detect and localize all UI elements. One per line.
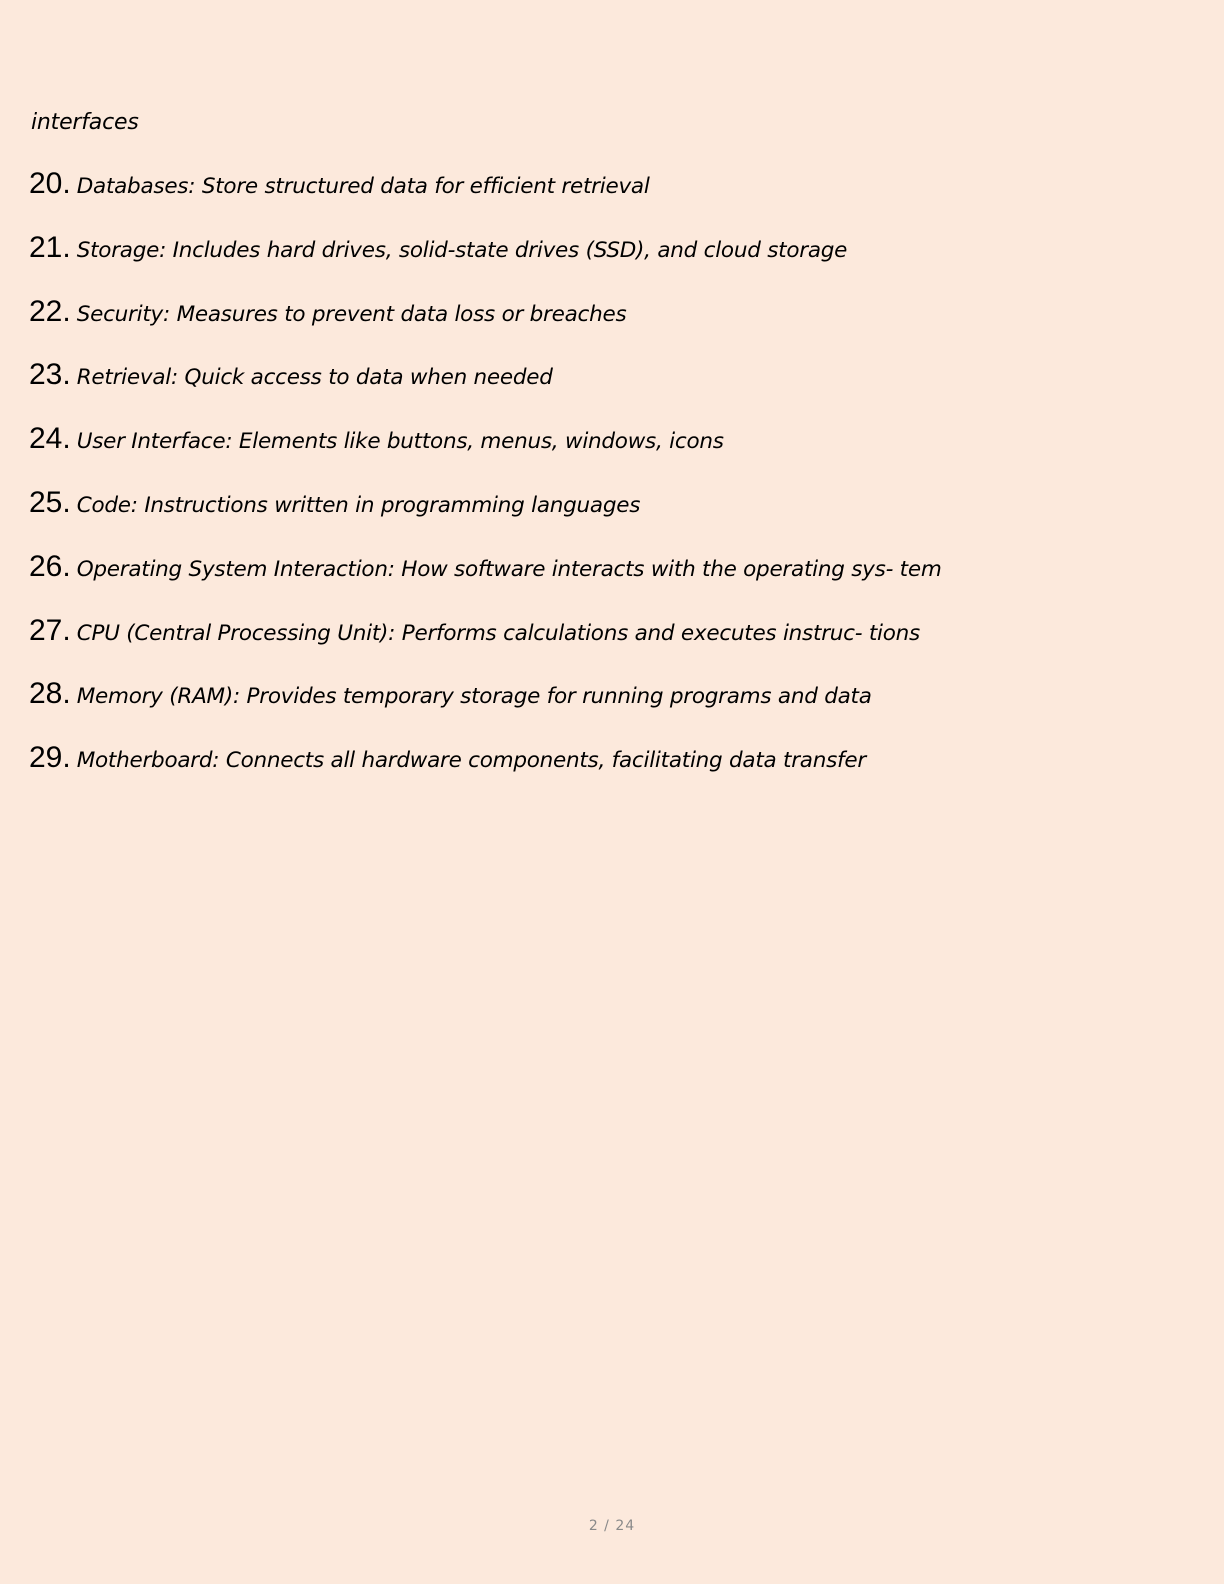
list-item-number: 20. [29,167,71,200]
list-item [29,166,942,230]
list-item [29,357,942,421]
list-item-text: Storage: Includes hard drives, solid-state drives (SSD), and cloud storage [76,237,848,263]
list-item-text: Code: Instructions written in programming languages [76,492,641,518]
list-item [29,549,942,613]
list-item [29,740,942,804]
continuation-text: interfaces [31,110,139,135]
list-item-number: 28. [29,677,71,711]
numbered-list [29,166,942,804]
list-item-text: CPU (Central Processing Unit): Performs calculations and executes instruc- tions [76,620,920,646]
page-number: 2 / 24 [588,1518,636,1534]
list-item-number: 23. [29,358,71,392]
list-item-text: Retrieval: Quick access to data when needed [76,365,553,391]
list-item-number: 29. [29,741,71,775]
list-item-number: 25. [29,485,71,519]
list-item-text: Security: Measures to prevent data loss or breaches [76,301,627,327]
list-item-number: 22. [29,294,71,328]
list-item-number: 24. [29,422,71,456]
list-item-text: Memory (RAM): Provides temporary storage for running programs and data [76,684,872,710]
list-item [29,230,942,294]
list-item-number: 21. [29,230,71,264]
list-item-number: 26. [29,549,71,583]
list-item-text: Databases: Store structured data for efficient retrieval [76,174,650,199]
list-item-number: 27. [29,613,71,647]
list-item-text: User Interface: Elements like buttons, menus, windows, icons [76,429,724,455]
list-item-text: Motherboard: Connects all hardware components, facilitating data transfer [76,748,866,774]
list-item [29,676,942,740]
list-item [29,294,942,358]
list-item [29,485,942,549]
list-item-text: Operating System Interaction: How software interacts with the operating sys- tem [76,556,942,582]
list-item [29,613,942,677]
list-item [29,421,942,485]
